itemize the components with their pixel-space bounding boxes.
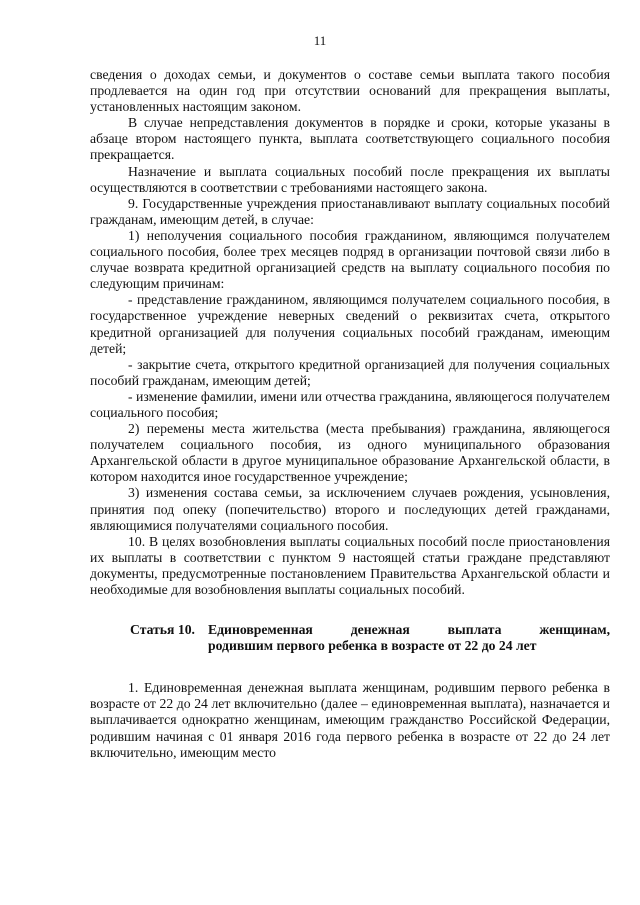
dash-item: - закрытие счета, открытого кредитной организацией для получения социальных пособий гражданам, имеющим детей;: [90, 356, 610, 388]
document-body: [90, 67, 610, 761]
article-title: [208, 622, 610, 654]
paragraph: В случае непредставления документов в порядке и сроки, которые указаны в абзаце втором настоящего пункта, выплата соответствующего социального пособия прекращается.: [90, 115, 610, 163]
article-number: Статья 10.: [130, 622, 195, 638]
article-title-line-1: Единовременная денежная выплата женщинам,: [208, 622, 610, 638]
paragraph-continuation: сведения о доходах семьи, и документов о составе семьи выплата такого пособия продлевается на один год при отсутствии оснований для прекращения выплаты, установленных настоящим законом.: [90, 67, 610, 115]
page-number: 11: [313, 33, 327, 48]
subitem-3: 3) изменения состава семьи, за исключением случаев рождения, усыновления, принятия под опеку (попечительство) второго и последующих детей гражданами, являющимися получателями социального пособия.: [90, 485, 610, 533]
dash-item: - изменение фамилии, имени или отчества гражданина, являющегося получателем социального пособия;: [90, 388, 610, 420]
paragraph: Назначение и выплата социальных пособий после прекращения их выплаты осуществляются в соответствии с требованиями настоящего закона.: [90, 163, 610, 195]
subitem-1: 1) неполучения социального пособия гражданином, являющимся получателем социального пособия, более трех месяцев подряд в организации почтовой связи либо в случае возврата кредитной организацией средств на выплату социального пособия по следующим причинам:: [90, 227, 610, 292]
paragraph-item-10: 10. В целях возобновления выплаты социальных пособий после приостановления их выплаты в соответствии с пунктом 9 настоящей статьи граждане представляют документы, предусмотренные постановлением Правительства Архангельской области и необходимые для возобновления выплаты социальных пособий.: [90, 533, 610, 597]
article-heading: [90, 622, 610, 654]
paragraph-item-9: 9. Государственные учреждения приостанавливают выплату социальных пособий гражданам, имеющим детей, в случае:: [90, 195, 610, 227]
paragraph-article-10-item-1: 1. Единовременная денежная выплата женщинам, родившим первого ребенка в возрасте от 22 до 24 лет включительно (далее – единовременная выплата), назначается и выплачивается однократно женщинам, имеющим гражданство Российской Федерации, родившим начиная с 01 января 2016 года первого ребенка в возрасте от 22 до 24 лет включительно, имеющим место: [90, 680, 610, 760]
article-title-line-2: родившим первого ребенка в возрасте от 22 до 24 лет: [208, 638, 537, 654]
subitem-2: 2) перемены места жительства (места пребывания) гражданина, являющегося получателем социального пособия, из одного муниципального образования Архангельской области в другое муниципальное образование Архангельской области, в котором находится иное государственное учреждение;: [90, 421, 610, 485]
dash-item: - представление гражданином, являющимся получателем социального пособия, в государственное учреждение неверных сведений о реквизитах счета, открытого кредитной организацией для получения социальных пособий гражданам, имеющим детей;: [90, 292, 610, 356]
